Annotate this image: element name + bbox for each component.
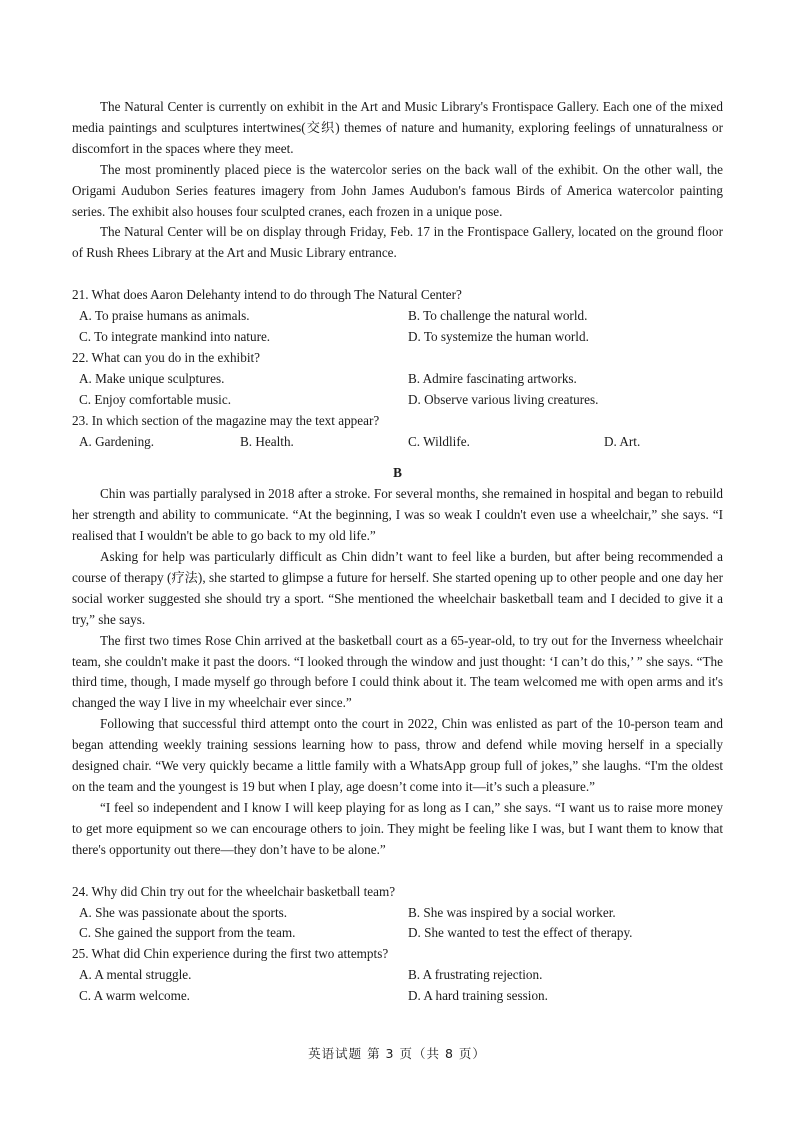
option-b: B. A frustrating rejection. bbox=[408, 967, 543, 983]
option-row bbox=[72, 369, 723, 390]
option-a: A. To praise humans as animals. bbox=[79, 308, 250, 324]
paragraph: Chin was partially paralysed in 2018 after a stroke. For several months, she remained in hospital and began to rebuild her strength and ability to communicate. “At the beginning, I was so weak I couldn't even use a wheelchair,” she says. “I realised that I wouldn't be able to go back to my old life.” bbox=[72, 486, 723, 544]
option-b: B. She was inspired by a social worker. bbox=[408, 904, 616, 920]
paragraph: “I feel so independent and I know I will keep playing for as long as I can,” she says. “I want us to raise more money to get more equipment so we can encourage others to join. They might be feeling like I was, but I want them to know that there's opportunity out there—they don’t have to be alone.” bbox=[72, 799, 723, 857]
option-d: D. A hard training session. bbox=[408, 988, 548, 1004]
option-d: D. To systemize the human world. bbox=[408, 329, 589, 345]
option-c: C. A warm welcome. bbox=[79, 988, 190, 1004]
question-stem: 23. In which section of the magazine may the text appear? bbox=[72, 412, 380, 428]
paragraph: The first two times Rose Chin arrived at the basketball court as a 65-year-old, to try out for the Inverness wheelchair team, she couldn't make it past the doors. “I looked through the window and just thought: ‘I can’t do this,’ ” she says. “The third time, though, I made myself go through before I could think about it. The team welcomed me with open arms and it's changed the way I live in my wheelchair ever since.” bbox=[72, 632, 723, 711]
paragraph: Following that successful third attempt onto the court in 2022, Chin was enlisted as part of the 10-person team and began attending weekly training sessions learning how to pass, throw and defend while moving herself in a specially designed chair. “We very quickly became a little family with a WhatsApp group full of jokes,” she laughs. “I'm the oldest on the team and the youngest is 19 but when I play, age doesn’t come into it—it’s such a pleasure.” bbox=[72, 716, 723, 795]
option-c: C. She gained the support from the team. bbox=[79, 925, 296, 941]
question-stem: 22. What can you do in the exhibit? bbox=[72, 349, 260, 365]
question-stem: 24. Why did Chin try out for the wheelchair basketball team? bbox=[72, 883, 396, 899]
option-row bbox=[72, 306, 723, 327]
option-b: B. To challenge the natural world. bbox=[408, 308, 588, 324]
option-a: A. She was passionate about the sports. bbox=[79, 904, 288, 920]
question-stem: 21. What does Aaron Delehanty intend to do through The Natural Center? bbox=[72, 287, 462, 303]
option-row bbox=[72, 986, 723, 1007]
passage-a bbox=[72, 97, 723, 264]
option-row bbox=[72, 432, 723, 453]
paragraph: Asking for help was particularly difficult as Chin didn’t want to feel like a burden, but after being recommended a course of therapy (疗法), she started to glimpse a future for herself. She started opening up to other people and one day her social worker suggested she should try a sport. “She mentioned the wheelchair basketball team and I decided to give it a try,” she says. bbox=[72, 549, 723, 627]
paragraph: The Natural Center is currently on exhibit in the Art and Music Library's Frontispace Gallery. Each one of the mixed media paintings and sculptures intertwines(交织) themes of nature and humanity, exploring feelings of unnaturalness or discomfort in the spaces where they meet. bbox=[72, 99, 723, 156]
option-b: B. Admire fascinating artworks. bbox=[408, 370, 577, 386]
exam-page bbox=[72, 97, 723, 1007]
section-title: B bbox=[393, 465, 402, 481]
option-d: D. Observe various living creatures. bbox=[408, 391, 599, 407]
option-row bbox=[72, 923, 723, 944]
option-row bbox=[72, 390, 723, 411]
option-a: A. A mental struggle. bbox=[79, 967, 192, 983]
option-d: D. She wanted to test the effect of therapy. bbox=[408, 925, 633, 941]
option-row bbox=[72, 903, 723, 924]
questions-b bbox=[72, 882, 723, 1007]
option-c: C. Wildlife. bbox=[408, 433, 470, 449]
option-a: A. Make unique sculptures. bbox=[79, 370, 225, 386]
paragraph: The Natural Center will be on display through Friday, Feb. 17 in the Frontispace Gallery, located on the ground floor of Rush Rhees Library at the Art and Music Library entrance. bbox=[72, 224, 723, 261]
page-footer: 英语试题 第 3 页（共 8 页） bbox=[308, 1046, 486, 1061]
questions-a bbox=[72, 285, 723, 452]
option-a: A. Gardening. bbox=[79, 433, 155, 449]
passage-b bbox=[72, 484, 723, 860]
paragraph: The most prominently placed piece is the watercolor series on the back wall of the exhibit. On the other wall, the Origami Audubon Series features imagery from John James Audubon's famous Birds of America watercolor painting series. The exhibit also houses four sculpted cranes, each frozen in a unique pose. bbox=[72, 161, 723, 219]
option-row bbox=[72, 327, 723, 348]
option-b: B. Health. bbox=[240, 433, 294, 449]
option-row bbox=[72, 965, 723, 986]
option-d: D. Art. bbox=[604, 433, 641, 449]
option-c: C. To integrate mankind into nature. bbox=[79, 329, 271, 345]
question-stem: 25. What did Chin experience during the first two attempts? bbox=[72, 946, 389, 962]
option-c: C. Enjoy comfortable music. bbox=[79, 391, 231, 407]
